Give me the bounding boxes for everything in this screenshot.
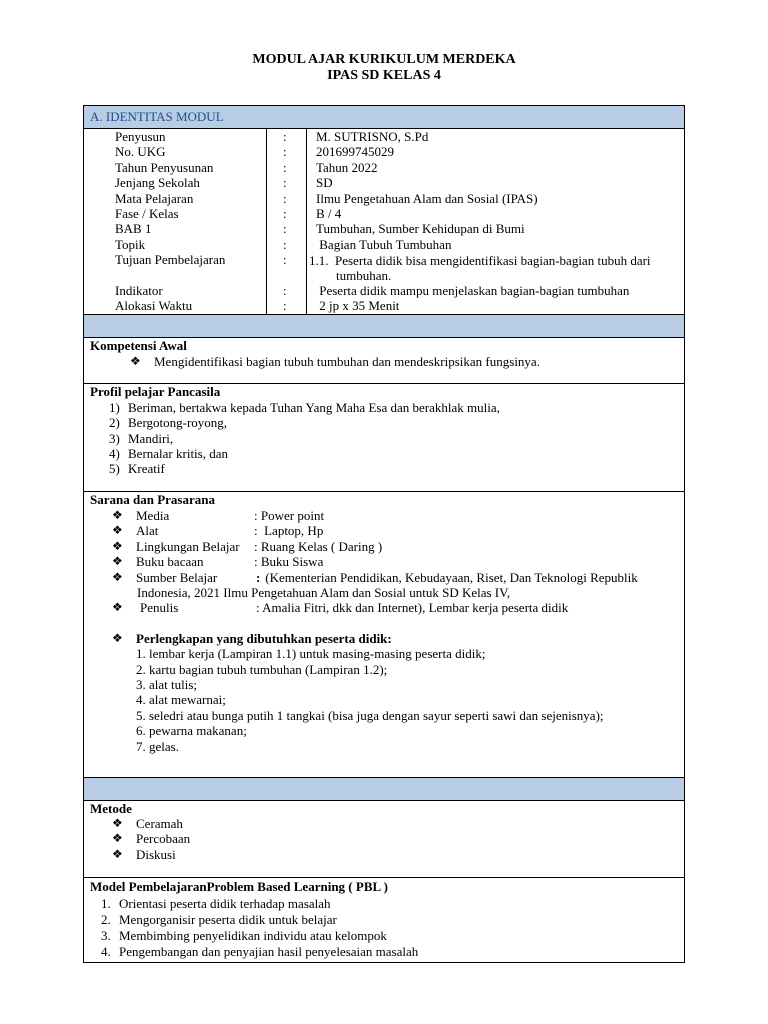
identitas-colon: : [283,298,287,313]
sarana-label-alat: Alat [136,523,159,538]
list-item: Mengorganisir peserta didik untuk belajar [119,912,337,927]
list-item: 5. seledri atau bunga putih 1 tangkai (bisa juga dengan sayur seperti sawi dan sejenisnya); [136,708,604,723]
identitas-label-topik: Topik [115,237,146,252]
list-item: 1. lembar kerja (Lampiran 1.1) untuk masing-masing peserta didik; [136,646,486,661]
identitas-value-alokasi: 2 jp x 35 Menit [316,298,400,313]
identitas-label-tujuan: Tujuan Pembelajaran [115,252,226,267]
list-number: 1. [101,896,111,911]
diamond-bullet-icon: ❖ [112,570,123,584]
diamond-bullet-icon: ❖ [112,600,123,614]
sarana-value-buku: : Buku Siswa [254,554,324,569]
list-item: Diskusi [136,847,176,862]
identitas-label-tahun: Tahun Penyusunan [115,160,214,175]
identitas-colon: : [283,129,287,144]
list-item: Percobaan [136,831,191,846]
identitas-colon: : [283,206,287,221]
identitas-colon: : [283,252,287,267]
list-number: 4) [109,446,120,461]
list-item: Membimbing penyelidikan individu atau kelompok [119,928,387,943]
identitas-colon: : [283,283,287,298]
identitas-label-penyusun: Penyusun [115,129,166,144]
divider [84,877,684,878]
list-number: 3) [109,431,120,446]
identitas-value-bab: Tumbuhan, Sumber Kehidupan di Bumi [316,221,525,236]
identitas-value-fase: B / 4 [316,206,342,221]
list-item: 6. pewarna makanan; [136,723,247,738]
identitas-label-mapel: Mata Pelajaran [115,191,194,206]
list-item: Ceramah [136,816,183,831]
perlengkapan-title: Perlengkapan yang dibutuhkan peserta didik: [136,631,392,646]
sarana-title: Sarana dan Prasarana [90,492,215,507]
divider [84,800,684,801]
diamond-bullet-icon: ❖ [112,831,123,845]
list-number: 5) [109,461,120,476]
sarana-value-lingkungan: : Ruang Kelas ( Daring ) [254,539,383,554]
identitas-header: A. IDENTITAS MODUL [90,109,224,124]
diamond-bullet-icon: ❖ [112,508,123,522]
list-item: Beriman, bertakwa kepada Tuhan Yang Maha Esa dan berakhlak mulia, [128,400,500,415]
sarana-label-penulis: Penulis [140,600,179,615]
document-subtitle: IPAS SD KELAS 4 [327,68,441,83]
kompetensi-title: Kompetensi Awal [90,338,187,353]
sarana-value-alat: : Laptop, Hp [254,523,324,538]
sarana-label-sumber: Sumber Belajar [136,570,218,585]
identitas-colon: : [283,144,287,159]
sarana-colon-sumber: : [256,570,261,585]
identitas-value-jenjang: SD [316,175,333,190]
diamond-bullet-icon: ❖ [112,631,123,645]
identitas-value-penyusun: M. SUTRISNO, S.Pd [316,129,429,144]
identitas-value-tujuan: 1.1. Peserta didik bisa mengidentifikasi bagian-bagian tubuh dari [309,253,651,268]
identitas-label-bab: BAB 1 [115,221,152,236]
list-item: 7. gelas. [136,739,179,754]
list-item: 3. alat tulis; [136,677,198,692]
identitas-value-mapel: Ilmu Pengetahuan Alam dan Sosial (IPAS) [316,191,538,206]
list-item: Bergotong-royong, [128,415,228,430]
sarana-value-media: : Power point [254,508,325,523]
diamond-bullet-icon: ❖ [112,523,123,537]
column-divider [266,129,267,314]
metode-title: Metode [90,801,132,816]
sarana-value-sumber: (Kementerian Pendidikan, Kebudayaan, Riset, Dan Teknologi Republik [262,570,638,585]
sarana-label-lingkungan: Lingkungan Belajar [136,539,240,554]
kompetensi-item: Mengidentifikasi bagian tubuh tumbuhan dan mendeskripsikan fungsinya. [154,354,540,369]
identitas-value-topik: Bagian Tubuh Tumbuhan [316,237,452,252]
list-number: 4. [101,944,111,959]
identitas-label-alokasi: Alokasi Waktu [115,298,193,313]
identitas-value-tahun: Tahun 2022 [316,160,378,175]
list-number: 2. [101,912,111,927]
sarana-label-buku: Buku bacaan [136,554,204,569]
profil-title: Profil pelajar Pancasila [90,384,221,399]
identitas-value-ukg: 201699745029 [316,144,394,159]
list-item: Bernalar kritis, dan [128,446,228,461]
model-title: Model PembelajaranProblem Based Learning ( PBL ) [90,879,389,894]
identitas-colon: : [283,175,287,190]
diamond-bullet-icon: ❖ [112,847,123,861]
identitas-colon: : [283,191,287,206]
identitas-colon: : [283,160,287,175]
list-number: 2) [109,415,120,430]
list-item: Pengembangan dan penyajian hasil penyelesaian masalah [119,944,419,959]
sarana-label-media: Media [136,508,170,523]
list-item: 4. alat mewarnai; [136,692,226,707]
identitas-label-ukg: No. UKG [115,144,166,159]
section-spacer-bar [84,315,684,337]
diamond-bullet-icon: ❖ [112,539,123,553]
list-number: 3. [101,928,111,943]
identitas-colon: : [283,221,287,236]
identitas-value-indikator: Peserta didik mampu menjelaskan bagian-bagian tumbuhan [316,283,630,298]
list-number: 1) [109,400,120,415]
identitas-label-jenjang: Jenjang Sekolah [115,175,200,190]
sarana-value-sumber-cont: Indonesia, 2021 Ilmu Pengetahuan Alam dan Sosial untuk SD Kelas IV, [137,585,511,600]
identitas-colon: : [283,237,287,252]
list-item: 2. kartu bagian tubuh tumbuhan (Lampiran 1.2); [136,662,388,677]
list-item: Kreatif [128,461,165,476]
diamond-bullet-icon: ❖ [112,816,123,830]
identitas-label-fase: Fase / Kelas [115,206,179,221]
list-item: Mandiri, [128,431,174,446]
sarana-value-penulis: : Amalia Fitri, dkk dan Internet), Lembar kerja peserta didik [256,600,569,615]
list-item: Orientasi peserta didik terhadap masalah [119,896,331,911]
section-spacer-bar [84,778,684,800]
document-title: MODUL AJAR KURIKULUM MERDEKA [252,52,516,67]
identitas-label-indikator: Indikator [115,283,163,298]
column-divider [306,129,307,314]
diamond-bullet-icon: ❖ [112,554,123,568]
identitas-value-tujuan-cont: tumbuhan. [336,268,392,283]
diamond-bullet-icon: ❖ [130,354,141,368]
